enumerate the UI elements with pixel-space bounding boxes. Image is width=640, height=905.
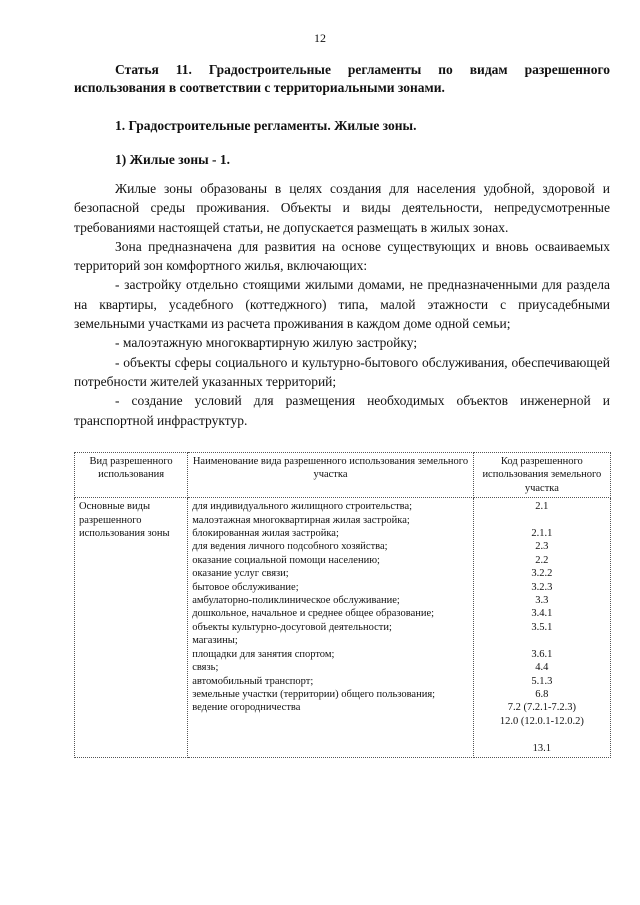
use-name: малоэтажная многоквартирная жилая застройка;	[192, 514, 410, 526]
use-name: связь;	[192, 662, 219, 674]
subsection-title: 1) Жилые зоны - 1.	[115, 152, 231, 167]
body-text	[74, 179, 610, 430]
use-code: 2.1	[535, 501, 549, 513]
table-row	[75, 498, 611, 758]
header-use-code: Код разрешенного использования земельного участка	[473, 453, 610, 498]
use-code: 3.6.1	[531, 648, 553, 660]
use-code: 2.1.1	[531, 528, 553, 540]
use-code: 2.2	[535, 554, 549, 566]
use-code: 7.2 (7.2.1-7.2.3)	[507, 702, 576, 714]
list-item: - объекты сферы социального и культурно-бытового обслуживания, обеспечивающей потребности жителей указанных территорий;	[74, 354, 610, 389]
use-name: для индивидуального жилищного строительства;	[192, 501, 413, 513]
row-group-label: Основные виды разрешенного использования зоны	[75, 498, 188, 758]
use-code: 4.4	[535, 662, 549, 674]
use-codes-cell	[473, 498, 610, 758]
use-code: 3.4.1	[531, 608, 553, 620]
use-code: 5.1.3	[531, 675, 553, 687]
use-code: 3.5.1	[531, 621, 553, 633]
use-name: земельные участки (территории) общего пользования;	[192, 688, 436, 700]
page-number: 12	[314, 31, 326, 45]
use-code: 6.8	[535, 688, 549, 700]
list-item: - создание условий для размещения необходимых объектов инженерной и транспортной инфраструктур.	[74, 393, 610, 428]
use-code	[478, 514, 606, 527]
permitted-use-table	[74, 452, 611, 758]
paragraph: Зона предназначена для развития на основе существующих и вновь осваиваемых территорий зон комфортного жилья, включающих:	[74, 238, 610, 274]
use-code	[478, 634, 606, 647]
use-name: бытовое обслуживание;	[192, 581, 299, 593]
header-use-type: Вид разрешенного использования	[75, 453, 188, 498]
table-header-row	[75, 453, 611, 498]
use-code: 3.2.2	[531, 568, 553, 580]
section-title: 1. Градостроительные регламенты. Жилые зоны.	[115, 118, 417, 133]
use-code: 3.2.3	[531, 581, 553, 593]
use-name: дошкольное, начальное и среднее общее образование;	[192, 608, 435, 620]
use-code: 2.3	[535, 541, 549, 553]
use-code: 13.1	[532, 742, 552, 754]
use-code: 3.3	[535, 595, 549, 607]
use-name: площадки для занятия спортом;	[192, 648, 335, 660]
paragraph: Жилые зоны образованы в целях создания для населения удобной, здоровой и безопасной среды проживания. Объекты и виды деятельности, непредусмотренные требованиями настоящей статьи, не допускается размещать в жилых зонах.	[74, 181, 610, 235]
header-use-name: Наименование вида разрешенного использования земельного участка	[188, 453, 474, 498]
use-name: для ведения личного подсобного хозяйства;	[192, 541, 388, 553]
use-code: 12.0 (12.0.1-12.0.2)	[499, 715, 584, 727]
use-name: оказание услуг связи;	[192, 568, 289, 580]
article-title: Статья 11. Градостроительные регламенты по видам разрешенного использования в соответствии с территориальными зонами.	[74, 62, 610, 95]
use-names-cell	[188, 498, 474, 758]
use-name: объекты культурно-досуговой деятельности;	[192, 621, 392, 633]
use-name: блокированная жилая застройка;	[192, 528, 339, 540]
use-name: ведение огородничества	[192, 702, 301, 714]
list-item: - застройку отдельно стоящими жилыми домами, не предназначенными для раздела на квартиры, усадебного (коттеджного) типа, малой этажности с приусадебными земельными участками из расчета проживания в каждом доме одной семьи;	[74, 277, 610, 332]
use-name: оказание социальной помощи населению;	[192, 554, 380, 566]
list-item: - малоэтажную многоквартирную жилую застройку;	[115, 335, 418, 351]
use-code	[478, 728, 606, 741]
use-name: магазины;	[192, 635, 238, 647]
use-name: амбулаторно-поликлиническое обслуживание;	[192, 595, 400, 607]
use-name: автомобильный транспорт;	[192, 675, 314, 687]
